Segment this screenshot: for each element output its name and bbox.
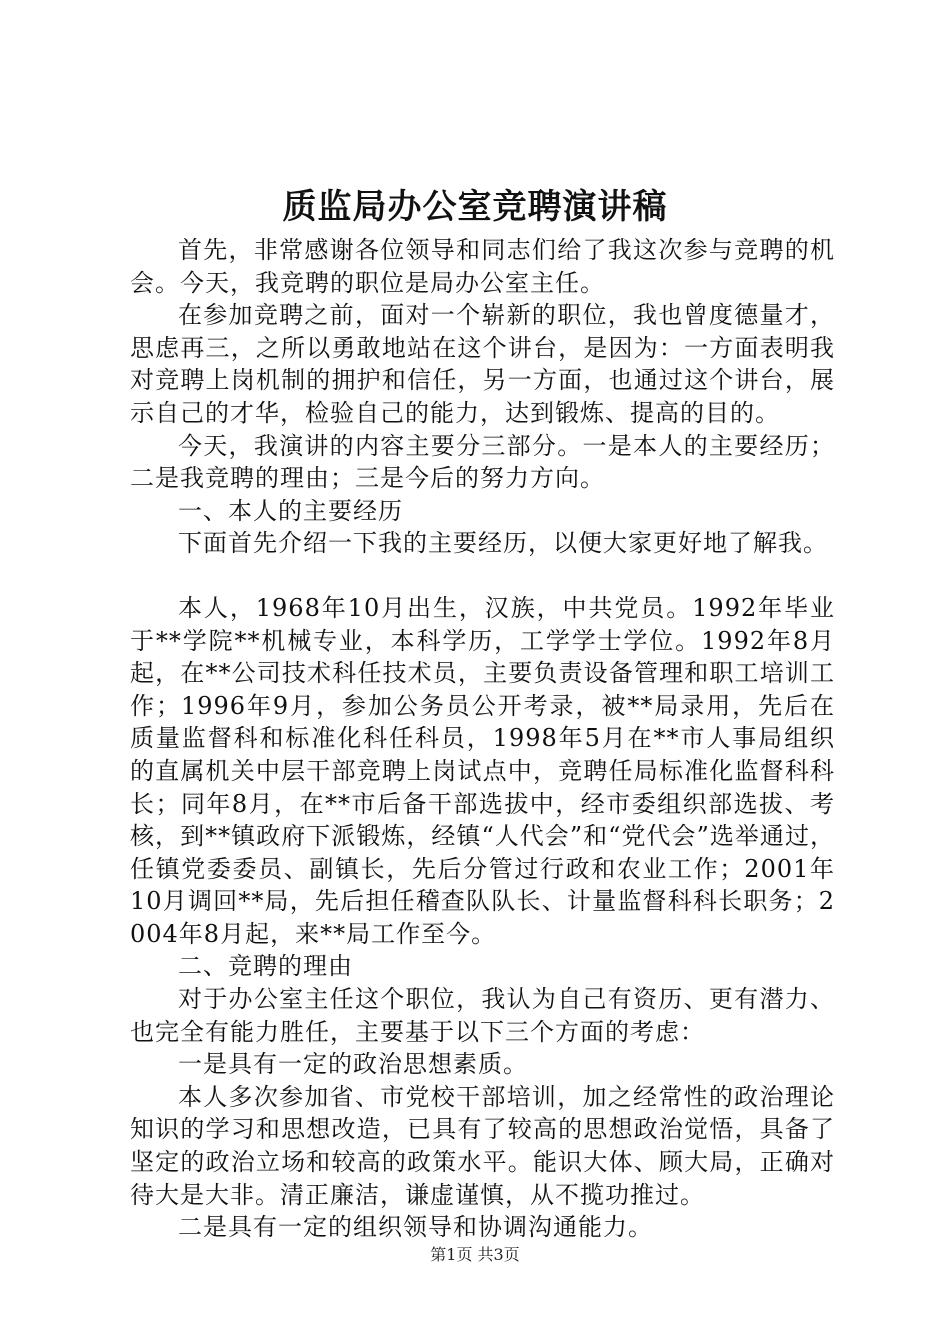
- paragraph-reason-one-heading: 一是具有一定的政治思想素质。: [178, 1050, 528, 1079]
- paragraph-motivation: 在参加竞聘之前，面对一个崭新的职位，我也曾度德量才，思虑再三，之所以勇敢地站在这个讲台，是因为：一方面表明我对竞聘上岗机制的拥护和信任，另一方面，也通过这个讲台，展示自己的才华，检验自己的能力，达到锻炼、提高的目的。: [130, 301, 835, 427]
- paragraph-spacer: [130, 560, 835, 592]
- section-heading-experience: 一、本人的主要经历: [178, 496, 403, 525]
- paragraph-reason-two-heading: 二是具有一定的组织领导和协调沟通能力。: [178, 1213, 653, 1242]
- page-number-footer: 第1页 共3页: [430, 1245, 520, 1264]
- paragraph-reason-one-detail: 本人多次参加省、市党校干部培训，加之经常性的政治理论知识的学习和思想改造，已具有了较高的思想政治觉悟，具备了坚定的政治立场和较高的政策水平。能识大体、顾大局，正确对待大是大非。清正廉洁，谦虚谨慎，从不揽功推过。: [130, 1082, 835, 1209]
- paragraph-intro: 首先，非常感谢各位领导和同志们给了我这次参与竞聘的机会。今天，我竞聘的职位是局办公室主任。: [130, 236, 835, 297]
- section-heading-reasons: 二、竞聘的理由: [178, 952, 353, 981]
- paragraph-experience-intro: 下面首先介绍一下我的主要经历，以便大家更好地了解我。: [178, 529, 828, 558]
- document-title: 质监局办公室竞聘演讲稿: [282, 187, 668, 227]
- paragraph-reasons-intro: 对于办公室主任这个职位，我认为自己有资历、更有潜力、也完全有能力胜任，主要基于以下三个方面的考虑：: [130, 985, 835, 1046]
- paragraph-experience-detail: 本人，1968年10月出生，汉族，中共党员。1992年毕业于**学院**机械专业，本科学历，工学学士学位。1992年8月起，在**公司技术科任技术员，主要负责设备管理和职工培训工作；1996年9月，参加公务员公开考录，被**局录用，先后在质量监督科和标准化科任科员，1998年5月在**市人事局组织的直属机关中层干部竞聘上岗试点中，竞聘任局标准化监督科科长；同年8月，在**市后备干部选拔中，经市委组织部选拔、考核，到**镇政府下派锻炼，经镇“人代会”和“党代会”选举通过，任镇党委委员、副镇长，先后分管过行政和农业工作；2001年10月调回**局，先后担任稽查队队长、计量监督科科长职务；2004年8月起，来**局工作至今。: [130, 593, 835, 948]
- paragraph-outline: 今天，我演讲的内容主要分三部分。一是本人的主要经历；二是我竞聘的理由；三是今后的努力方向。: [130, 431, 835, 493]
- document-body: [130, 234, 835, 1244]
